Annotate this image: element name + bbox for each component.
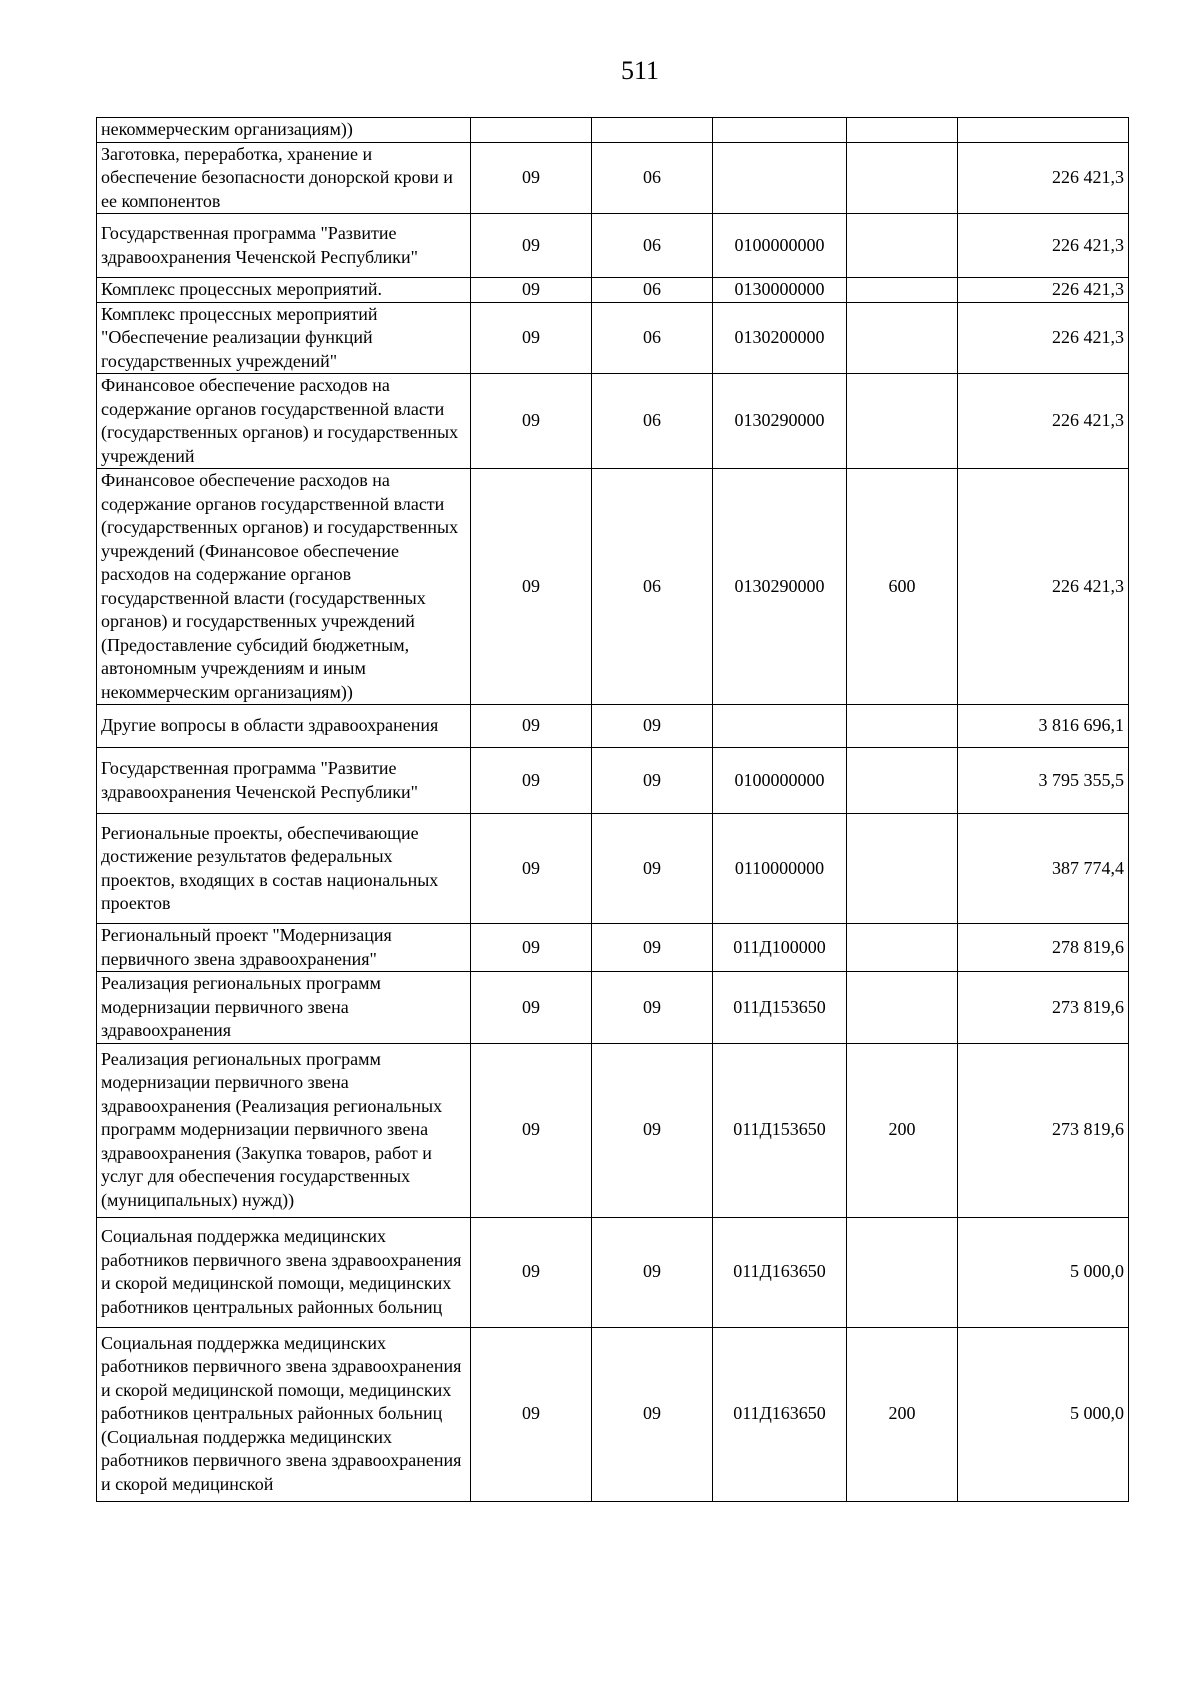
table-row bbox=[97, 469, 1129, 705]
amount-cell: 5 000,0 bbox=[958, 1327, 1129, 1501]
amount-cell: 387 774,4 bbox=[958, 814, 1129, 924]
target-article-cell bbox=[713, 705, 847, 748]
target-article-cell: 0130200000 bbox=[713, 302, 847, 374]
subsection-code-cell: 06 bbox=[592, 142, 713, 214]
page-number: 511 bbox=[620, 56, 660, 85]
target-article-cell: 011Д100000 bbox=[713, 924, 847, 972]
section-code-cell: 09 bbox=[471, 374, 592, 469]
line-name-cell: Государственная программа "Развитие здравоохранения Чеченской Республики" bbox=[97, 214, 471, 278]
amount-cell: 273 819,6 bbox=[958, 1043, 1129, 1217]
section-code-cell: 09 bbox=[471, 705, 592, 748]
expense-type-cell bbox=[847, 814, 958, 924]
amount-cell: 226 421,3 bbox=[958, 214, 1129, 278]
target-article-cell: 0100000000 bbox=[713, 214, 847, 278]
target-article-cell: 0130000000 bbox=[713, 278, 847, 303]
expense-type-cell bbox=[847, 214, 958, 278]
table-row bbox=[97, 214, 1129, 278]
amount-cell: 3 816 696,1 bbox=[958, 705, 1129, 748]
section-code-cell bbox=[471, 118, 592, 143]
section-code-cell: 09 bbox=[471, 814, 592, 924]
subsection-code-cell: 09 bbox=[592, 1217, 713, 1327]
subsection-code-cell: 09 bbox=[592, 924, 713, 972]
target-article-cell: 0130290000 bbox=[713, 469, 847, 705]
table-row bbox=[97, 278, 1129, 303]
subsection-code-cell: 06 bbox=[592, 302, 713, 374]
expense-type-cell bbox=[847, 972, 958, 1044]
subsection-code-cell: 06 bbox=[592, 278, 713, 303]
amount-cell: 3 795 355,5 bbox=[958, 748, 1129, 814]
expense-type-cell bbox=[847, 748, 958, 814]
section-code-cell: 09 bbox=[471, 1217, 592, 1327]
expense-type-cell: 600 bbox=[847, 469, 958, 705]
table-row bbox=[97, 972, 1129, 1044]
subsection-code-cell: 09 bbox=[592, 1043, 713, 1217]
table-row bbox=[97, 924, 1129, 972]
section-code-cell: 09 bbox=[471, 302, 592, 374]
expense-type-cell: 200 bbox=[847, 1327, 958, 1501]
table-row bbox=[97, 142, 1129, 214]
target-article-cell: 011Д163650 bbox=[713, 1327, 847, 1501]
table-row bbox=[97, 118, 1129, 143]
budget-table-body bbox=[97, 118, 1129, 1502]
target-article-cell: 0130290000 bbox=[713, 374, 847, 469]
section-code-cell: 09 bbox=[471, 1043, 592, 1217]
table-row bbox=[97, 302, 1129, 374]
line-name-cell: Социальная поддержка медицинских работников первичного звена здравоохранения и скорой медицинской помощи, медицинских работников центральных районных больниц bbox=[97, 1217, 471, 1327]
table-row bbox=[97, 814, 1129, 924]
target-article-cell: 0110000000 bbox=[713, 814, 847, 924]
expense-type-cell bbox=[847, 705, 958, 748]
expense-type-cell bbox=[847, 142, 958, 214]
table-row bbox=[97, 1327, 1129, 1501]
section-code-cell: 09 bbox=[471, 469, 592, 705]
table-row bbox=[97, 748, 1129, 814]
table-row bbox=[97, 1217, 1129, 1327]
line-name-cell: Комплекс процессных мероприятий "Обеспечение реализации функций государственных учреждений" bbox=[97, 302, 471, 374]
line-name-cell: Финансовое обеспечение расходов на содержание органов государственной власти (государственных органов) и государственных учреждений (Финансовое обеспечение расходов на содержание органов государственной власти (государственных органов) и государственных учреждений (Предоставление субсидий бюджетным, автономным учреждениям и иным некоммерческим организациям)) bbox=[97, 469, 471, 705]
subsection-code-cell: 09 bbox=[592, 1327, 713, 1501]
expense-type-cell bbox=[847, 278, 958, 303]
amount-cell: 278 819,6 bbox=[958, 924, 1129, 972]
line-name-cell: Региональные проекты, обеспечивающие достижение результатов федеральных проектов, входящих в состав национальных проектов bbox=[97, 814, 471, 924]
expense-type-cell bbox=[847, 118, 958, 143]
section-code-cell: 09 bbox=[471, 142, 592, 214]
expense-type-cell bbox=[847, 924, 958, 972]
expense-type-cell bbox=[847, 374, 958, 469]
expense-type-cell bbox=[847, 1217, 958, 1327]
subsection-code-cell: 06 bbox=[592, 469, 713, 705]
target-article-cell: 011Д153650 bbox=[713, 1043, 847, 1217]
subsection-code-cell: 09 bbox=[592, 748, 713, 814]
section-code-cell: 09 bbox=[471, 972, 592, 1044]
expense-type-cell: 200 bbox=[847, 1043, 958, 1217]
subsection-code-cell: 06 bbox=[592, 214, 713, 278]
amount-cell bbox=[958, 118, 1129, 143]
section-code-cell: 09 bbox=[471, 278, 592, 303]
line-name-cell: Другие вопросы в области здравоохранения bbox=[97, 705, 471, 748]
line-name-cell: Региональный проект "Модернизация первичного звена здравоохранения" bbox=[97, 924, 471, 972]
table-row bbox=[97, 1043, 1129, 1217]
line-name-cell: Комплекс процессных мероприятий. bbox=[97, 278, 471, 303]
subsection-code-cell: 09 bbox=[592, 814, 713, 924]
line-name-cell: Социальная поддержка медицинских работников первичного звена здравоохранения и скорой медицинской помощи, медицинских работников центральных районных больниц (Социальная поддержка медицинских работников первичного звена здравоохранения и скорой медицинской bbox=[97, 1327, 471, 1501]
amount-cell: 5 000,0 bbox=[958, 1217, 1129, 1327]
subsection-code-cell: 06 bbox=[592, 374, 713, 469]
amount-cell: 226 421,3 bbox=[958, 142, 1129, 214]
amount-cell: 226 421,3 bbox=[958, 278, 1129, 303]
table-row bbox=[97, 374, 1129, 469]
target-article-cell bbox=[713, 142, 847, 214]
line-name-cell: некоммерческим организациям)) bbox=[97, 118, 471, 143]
line-name-cell: Реализация региональных программ модернизации первичного звена здравоохранения bbox=[97, 972, 471, 1044]
section-code-cell: 09 bbox=[471, 924, 592, 972]
subsection-code-cell: 09 bbox=[592, 705, 713, 748]
section-code-cell: 09 bbox=[471, 748, 592, 814]
target-article-cell: 011Д163650 bbox=[713, 1217, 847, 1327]
line-name-cell: Реализация региональных программ модернизации первичного звена здравоохранения (Реализация региональных программ модернизации первичного звена здравоохранения (Закупка товаров, работ и услуг для обеспечения государственных (муниципальных) нужд)) bbox=[97, 1043, 471, 1217]
line-name-cell: Заготовка, переработка, хранение и обеспечение безопасности донорской крови и ее компонентов bbox=[97, 142, 471, 214]
amount-cell: 226 421,3 bbox=[958, 302, 1129, 374]
line-name-cell: Государственная программа "Развитие здравоохранения Чеченской Республики" bbox=[97, 748, 471, 814]
subsection-code-cell bbox=[592, 118, 713, 143]
amount-cell: 273 819,6 bbox=[958, 972, 1129, 1044]
table-row bbox=[97, 705, 1129, 748]
amount-cell: 226 421,3 bbox=[958, 374, 1129, 469]
target-article-cell: 0100000000 bbox=[713, 748, 847, 814]
amount-cell: 226 421,3 bbox=[958, 469, 1129, 705]
target-article-cell bbox=[713, 118, 847, 143]
budget-table bbox=[96, 117, 1129, 1502]
expense-type-cell bbox=[847, 302, 958, 374]
subsection-code-cell: 09 bbox=[592, 972, 713, 1044]
section-code-cell: 09 bbox=[471, 214, 592, 278]
target-article-cell: 011Д153650 bbox=[713, 972, 847, 1044]
line-name-cell: Финансовое обеспечение расходов на содержание органов государственной власти (государственных органов) и государственных учреждений bbox=[97, 374, 471, 469]
section-code-cell: 09 bbox=[471, 1327, 592, 1501]
